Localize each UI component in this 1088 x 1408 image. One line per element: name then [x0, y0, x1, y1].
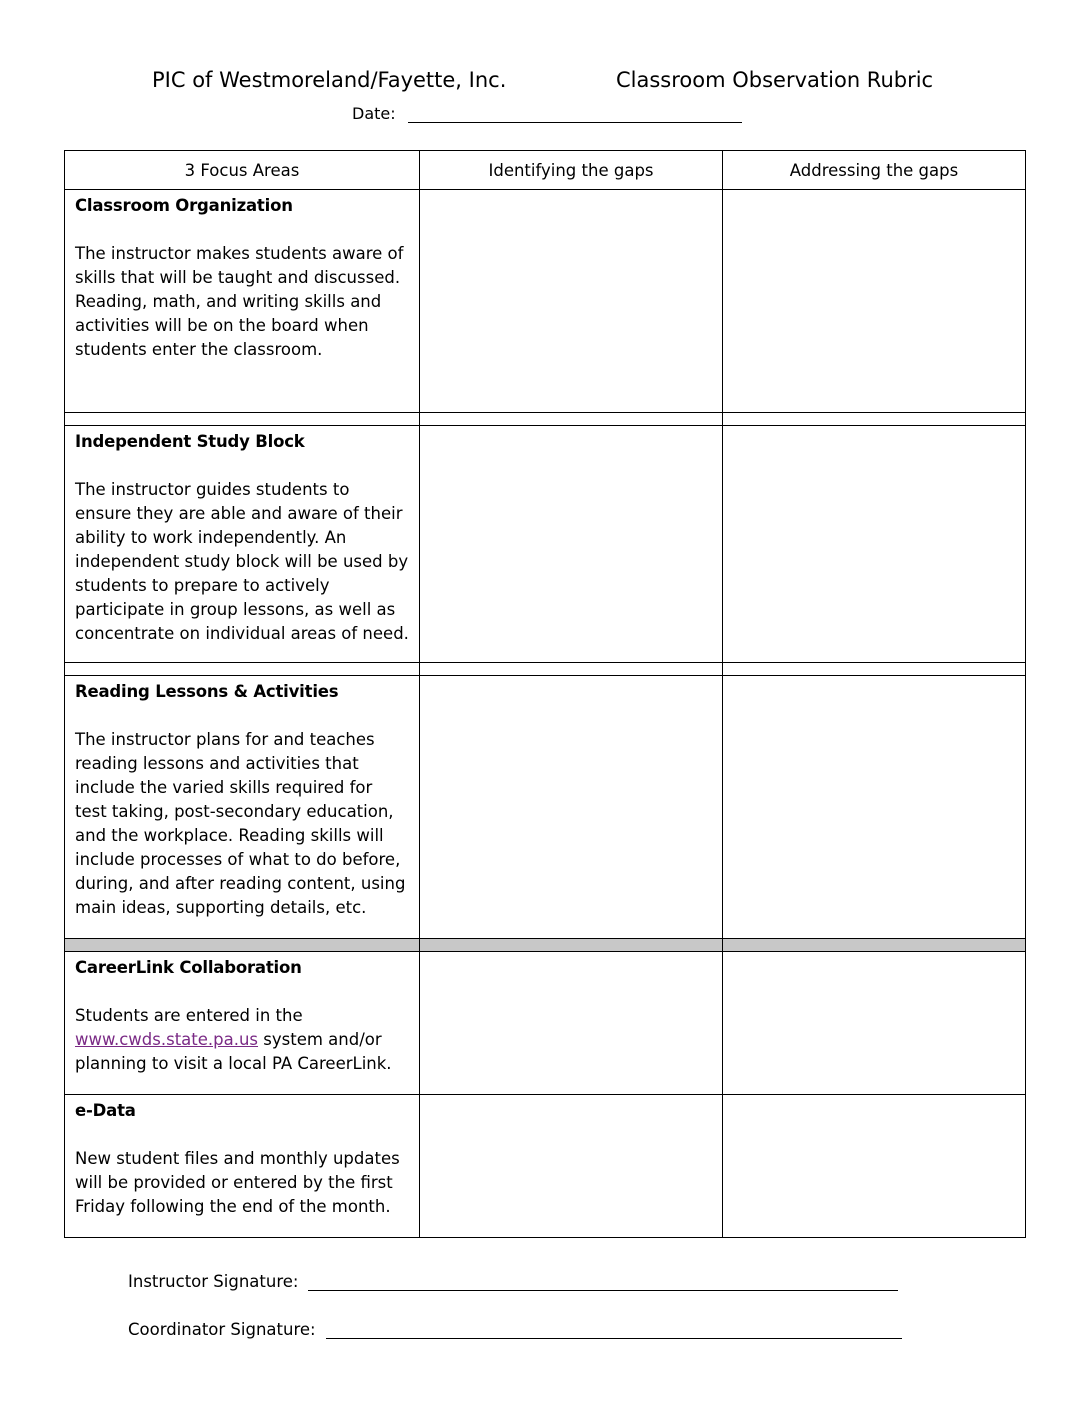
instructor-signature-field — [128, 1272, 898, 1291]
focus-area-title: Classroom Organization — [75, 196, 293, 215]
addressing-gaps-cell[interactable] — [723, 426, 1026, 663]
cwds-website-link[interactable]: www.cwds.state.pa.us — [75, 1030, 259, 1049]
date-label: Date: — [352, 104, 396, 123]
focus-area-cell — [65, 952, 420, 1095]
row-spacer — [65, 413, 1026, 426]
table-row — [65, 676, 1026, 939]
column-header-focus-areas: 3 Focus Areas — [65, 151, 420, 190]
description-text-after-link: system and/or planning to visit a local PA CareerLink. — [75, 1030, 392, 1073]
focus-area-description: The instructor guides students to ensure they are able and aware of their ability to work independently. An independent study block will be used by students to prepare to actively participate in group lessons, as well as concentrate on individual areas of need. — [75, 480, 409, 643]
addressing-gaps-cell[interactable] — [723, 190, 1026, 413]
focus-area-cell — [65, 426, 420, 663]
row-spacer-shaded — [65, 939, 1026, 952]
organization-name: PIC of Westmoreland/Fayette, Inc. — [152, 68, 507, 92]
focus-area-title: e-Data — [75, 1101, 136, 1120]
focus-area-cell — [65, 190, 420, 413]
instructor-signature-label: Instructor Signature: — [128, 1272, 299, 1291]
identifying-gaps-cell[interactable] — [420, 426, 723, 663]
table-row — [65, 190, 1026, 413]
date-field — [352, 104, 742, 123]
column-header-addressing-gaps: Addressing the gaps — [723, 151, 1026, 190]
form-title: Classroom Observation Rubric — [616, 68, 934, 92]
focus-area-cell — [65, 1095, 420, 1238]
addressing-gaps-cell[interactable] — [723, 676, 1026, 939]
column-header-identifying-gaps: Identifying the gaps — [420, 151, 723, 190]
table-row — [65, 1095, 1026, 1238]
focus-area-description: New student files and monthly updates will be provided or entered by the first Friday following the end of the month. — [75, 1149, 400, 1216]
focus-area-title: Independent Study Block — [75, 432, 305, 451]
description-text-before-link: Students are entered in the — [75, 1006, 303, 1025]
focus-area-cell — [65, 676, 420, 939]
coordinator-signature-field — [128, 1320, 902, 1339]
instructor-signature-line[interactable] — [308, 1272, 898, 1291]
coordinator-signature-label: Coordinator Signature: — [128, 1320, 316, 1339]
focus-area-description: The instructor makes students aware of skills that will be taught and discussed. Reading, math, and writing skills and activities will be on the board when students enter the classroom. — [75, 244, 404, 359]
addressing-gaps-cell[interactable] — [723, 1095, 1026, 1238]
identifying-gaps-cell[interactable] — [420, 1095, 723, 1238]
coordinator-signature-line[interactable] — [326, 1320, 902, 1339]
table-row — [65, 426, 1026, 663]
identifying-gaps-cell[interactable] — [420, 190, 723, 413]
focus-area-description — [75, 1004, 409, 1076]
row-spacer — [65, 663, 1026, 676]
focus-area-title: Reading Lessons & Activities — [75, 682, 339, 701]
focus-area-description: The instructor plans for and teaches reading lessons and activities that include the varied skills required for test taking, post-secondary education, and the workplace. Reading skills will include processes of what to do before, during, and after reading content, using main ideas, supporting details, etc. — [75, 730, 406, 917]
rubric-table — [64, 150, 1026, 1238]
identifying-gaps-cell[interactable] — [420, 676, 723, 939]
addressing-gaps-cell[interactable] — [723, 952, 1026, 1095]
table-row — [65, 952, 1026, 1095]
date-input-line[interactable] — [408, 104, 742, 123]
table-header-row — [65, 151, 1026, 190]
identifying-gaps-cell[interactable] — [420, 952, 723, 1095]
focus-area-title: CareerLink Collaboration — [75, 958, 302, 977]
